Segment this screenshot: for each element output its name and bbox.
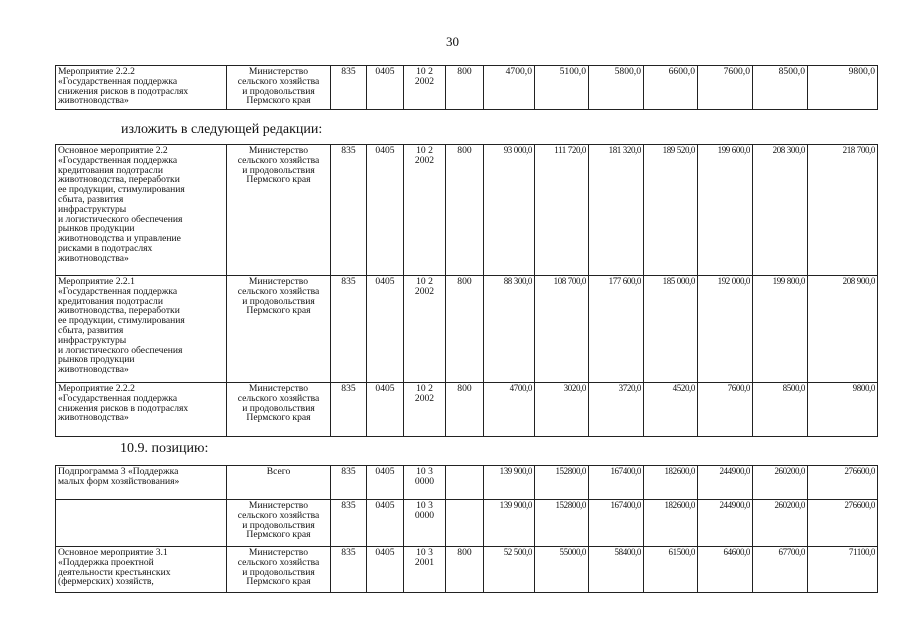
executor-line: и продовольствия (242, 85, 315, 97)
target-article-code-line: 10 2 (416, 66, 433, 77)
activity-name-line: животноводства и управление (58, 233, 181, 245)
grbs-code-cell: 835 (331, 66, 367, 110)
executor-cell (227, 383, 331, 437)
amount-cell-year-6: 260200,0 (753, 500, 808, 547)
amount-cell-year-4: 185 000,0 (644, 276, 698, 383)
amount-cell-year-4: 6600,0 (644, 66, 698, 110)
activity-name-cell (56, 547, 227, 593)
amount-cell-year-3: 167400,0 (589, 466, 644, 500)
amount-cell-year-1: 88 300,0 (484, 276, 535, 383)
activity-name-line: сбыта, развития (58, 324, 124, 336)
amount-cell-year-7: 276600,0 (808, 466, 878, 500)
target-article-code-cell (404, 276, 446, 383)
executor-line: сельского хозяйства (237, 154, 320, 166)
table-row (56, 547, 878, 593)
executor-line: Пермского края (246, 95, 311, 107)
amount-cell-year-1: 139 900,0 (484, 500, 535, 547)
amount-cell-year-2: 55000,0 (535, 547, 589, 593)
executor-line: Министерство (248, 276, 309, 287)
amount-cell-year-2: 152800,0 (535, 500, 589, 547)
section-code-cell: 0405 (367, 66, 404, 110)
amount-cell-year-3: 58400,0 (589, 547, 644, 593)
activity-name-line: рынков продукции (58, 223, 135, 235)
target-article-code-cell (404, 383, 446, 437)
activity-name-line: животноводства, переработки (58, 305, 180, 317)
expense-type-code-cell: 800 (446, 276, 484, 383)
expense-type-code-cell: 800 (446, 383, 484, 437)
amount-cell-year-4: 61500,0 (644, 547, 698, 593)
target-article-code-cell (404, 500, 446, 547)
page-number: 30 (446, 34, 459, 49)
budget-table-new-edition (55, 144, 878, 437)
executor-line: Пермского края (246, 412, 311, 424)
activity-name-line: (фермерских) хозяйств, (58, 576, 154, 588)
executor-line: сельского хозяйства (237, 285, 320, 297)
amount-cell-year-5: 7600,0 (698, 383, 753, 437)
amount-cell-year-7: 276600,0 (808, 500, 878, 547)
section-code-cell: 0405 (367, 145, 404, 276)
grbs-code-cell: 835 (331, 276, 367, 383)
section-code-cell: 0405 (367, 276, 404, 383)
target-article-code-line: 10 2 (416, 383, 433, 394)
executor-line: Министерство (248, 500, 309, 511)
grbs-code-cell: 835 (331, 500, 367, 547)
amount-cell-year-2: 108 700,0 (535, 276, 589, 383)
executor-line: Пермского края (246, 576, 311, 588)
activity-name-line: животноводства» (58, 412, 129, 424)
activity-name-cell (56, 500, 227, 547)
amount-cell-year-6: 8500,0 (753, 383, 808, 437)
amount-cell-year-3: 3720,0 (589, 383, 644, 437)
amount-cell-year-2: 111 720,0 (535, 145, 589, 276)
activity-name-line: кредитования подотрасли (58, 295, 163, 307)
position-heading: 10.9. позицию: (120, 441, 209, 456)
table-row (56, 500, 878, 547)
activity-name-line: животноводства» (58, 364, 129, 376)
executor-line: Пермского края (246, 529, 311, 541)
executor-line: сельского хозяйства (237, 556, 320, 568)
amount-cell-year-7: 9800,0 (808, 66, 878, 110)
expense-type-code-cell (446, 466, 484, 500)
amount-cell-year-3: 181 320,0 (589, 145, 644, 276)
target-article-code-cell (404, 145, 446, 276)
executor-cell (227, 500, 331, 547)
amount-cell-year-6: 208 300,0 (753, 145, 808, 276)
amount-cell-year-7: 218 700,0 (808, 145, 878, 276)
amount-cell-year-2: 5100,0 (535, 66, 589, 110)
executor-line: Министерство (248, 383, 309, 394)
expense-type-code-cell (446, 500, 484, 547)
activity-name-line: «Государственная поддержка (58, 392, 178, 404)
executor-line: и продовольствия (242, 566, 315, 578)
target-article-code-line: 10 2 (416, 276, 433, 287)
amount-cell-year-1: 139 900,0 (484, 466, 535, 500)
amount-cell-year-5: 244900,0 (698, 500, 753, 547)
amount-cell-year-1: 4700,0 (484, 383, 535, 437)
activity-name-line: рисками в подотраслях (58, 242, 153, 254)
expense-type-code-cell: 800 (446, 66, 484, 110)
activity-name-line: Основное мероприятие 3.1 (58, 547, 168, 558)
amount-cell-year-3: 5800,0 (589, 66, 644, 110)
executor-line: сельского хозяйства (237, 75, 320, 87)
activity-name-line: ее продукции, стимулирования (58, 315, 185, 327)
activity-name-line: животноводства, переработки (58, 174, 180, 186)
executor-line: и продовольствия (242, 402, 315, 414)
activity-name-cell (56, 466, 227, 500)
section-code-cell: 0405 (367, 383, 404, 437)
activity-name-line: животноводства» (58, 95, 129, 107)
table-row (56, 66, 878, 110)
executor-cell (227, 276, 331, 383)
amount-cell-year-4: 182600,0 (644, 500, 698, 547)
amount-cell-year-5: 199 600,0 (698, 145, 753, 276)
executor-cell (227, 466, 331, 500)
amount-cell-year-6: 67700,0 (753, 547, 808, 593)
target-article-code-line: 2002 (414, 154, 435, 166)
activity-name-cell (56, 383, 227, 437)
target-article-code-line: 0000 (414, 509, 435, 521)
amount-cell-year-1: 52 500,0 (484, 547, 535, 593)
activity-name-line: снижения рисков в подотраслях (58, 402, 189, 414)
activity-name-line: «Государственная поддержка (58, 75, 178, 87)
target-article-code-cell (404, 466, 446, 500)
activity-name-line: и логистического обеспечения (58, 213, 183, 225)
amount-cell-year-1: 4700,0 (484, 66, 535, 110)
amount-cell-year-3: 167400,0 (589, 500, 644, 547)
executor-cell (227, 66, 331, 110)
activity-name-cell (56, 145, 227, 276)
executor-line: Министерство (248, 547, 309, 558)
amount-cell-year-2: 152800,0 (535, 466, 589, 500)
activity-name-line: «Поддержка проектной (58, 556, 154, 568)
target-article-code-line: 10 3 (416, 466, 433, 477)
table-row (56, 383, 878, 437)
activity-name-cell (56, 276, 227, 383)
activity-name-line: деятельности крестьянских (58, 566, 171, 578)
amount-cell-year-3: 177 600,0 (589, 276, 644, 383)
activity-name-cell (56, 66, 227, 110)
target-article-code-cell (404, 547, 446, 593)
executor-line: и продовольствия (242, 519, 315, 531)
amount-cell-year-4: 182600,0 (644, 466, 698, 500)
executor-line: Всего (266, 466, 291, 477)
section-code-cell: 0405 (367, 466, 404, 500)
activity-name-line: снижения рисков в подотраслях (58, 85, 189, 97)
activity-name-line: инфраструктуры (58, 203, 127, 215)
grbs-code-cell: 835 (331, 145, 367, 276)
activity-name-line: и логистического обеспечения (58, 344, 183, 356)
executor-line: сельского хозяйства (237, 509, 320, 521)
activity-name-line: Мероприятие 2.2.2 (58, 383, 135, 394)
amount-cell-year-4: 4520,0 (644, 383, 698, 437)
target-article-code-line: 10 3 (416, 500, 433, 511)
activity-name-line: Подпрограмма 3 «Поддержка (58, 466, 179, 477)
budget-table-original (55, 65, 878, 110)
table-row (56, 466, 878, 500)
edit-instruction-heading: изложить в следующей редакции: (121, 122, 323, 137)
amount-cell-year-5: 7600,0 (698, 66, 753, 110)
amount-cell-year-4: 189 520,0 (644, 145, 698, 276)
activity-name-line: ее продукции, стимулирования (58, 184, 185, 196)
executor-line: Министерство (248, 145, 309, 156)
amount-cell-year-5: 64600,0 (698, 547, 753, 593)
section-code-cell: 0405 (367, 500, 404, 547)
executor-line: сельского хозяйства (237, 392, 320, 404)
target-article-code-line: 2002 (414, 285, 435, 297)
table-row (56, 276, 878, 383)
activity-name-line: инфраструктуры (58, 334, 127, 346)
budget-table-subprogram-3 (55, 465, 878, 593)
target-article-code-line: 2002 (414, 75, 435, 87)
activity-name-line: животноводства» (58, 252, 129, 264)
activity-name-line: сбыта, развития (58, 193, 124, 205)
expense-type-code-cell: 800 (446, 547, 484, 593)
activity-name-line: кредитования подотрасли (58, 164, 163, 176)
amount-cell-year-2: 3020,0 (535, 383, 589, 437)
amount-cell-year-5: 244900,0 (698, 466, 753, 500)
executor-line: Министерство (248, 66, 309, 77)
executor-line: и продовольствия (242, 164, 315, 176)
target-article-code-line: 10 3 (416, 547, 433, 558)
activity-name-line: рынков продукции (58, 354, 135, 366)
amount-cell-year-5: 192 000,0 (698, 276, 753, 383)
grbs-code-cell: 835 (331, 383, 367, 437)
activity-name-line: Мероприятие 2.2.1 (58, 276, 135, 287)
activity-name-line: Мероприятие 2.2.2 (58, 66, 135, 77)
grbs-code-cell: 835 (331, 466, 367, 500)
activity-name-line: Основное мероприятие 2.2 (58, 145, 168, 156)
grbs-code-cell: 835 (331, 547, 367, 593)
amount-cell-year-6: 8500,0 (753, 66, 808, 110)
executor-line: Пермского края (246, 305, 311, 317)
amount-cell-year-7: 9800,0 (808, 383, 878, 437)
target-article-code-line: 2002 (414, 392, 435, 404)
section-code-cell: 0405 (367, 547, 404, 593)
target-article-code-line: 0000 (414, 475, 435, 487)
amount-cell-year-7: 71100,0 (808, 547, 878, 593)
target-article-code-cell (404, 66, 446, 110)
executor-line: и продовольствия (242, 295, 315, 307)
activity-name-line: малых форм хозяйствования» (58, 475, 180, 487)
target-article-code-line: 2001 (414, 556, 435, 568)
target-article-code-line: 10 2 (416, 145, 433, 156)
expense-type-code-cell: 800 (446, 145, 484, 276)
amount-cell-year-6: 199 800,0 (753, 276, 808, 383)
table-row (56, 145, 878, 276)
executor-line: Пермского края (246, 174, 311, 186)
amount-cell-year-6: 260200,0 (753, 466, 808, 500)
activity-name-line: «Государственная поддержка (58, 154, 178, 166)
executor-cell (227, 547, 331, 593)
amount-cell-year-1: 93 000,0 (484, 145, 535, 276)
executor-cell (227, 145, 331, 276)
activity-name-line: «Государственная поддержка (58, 285, 178, 297)
amount-cell-year-7: 208 900,0 (808, 276, 878, 383)
